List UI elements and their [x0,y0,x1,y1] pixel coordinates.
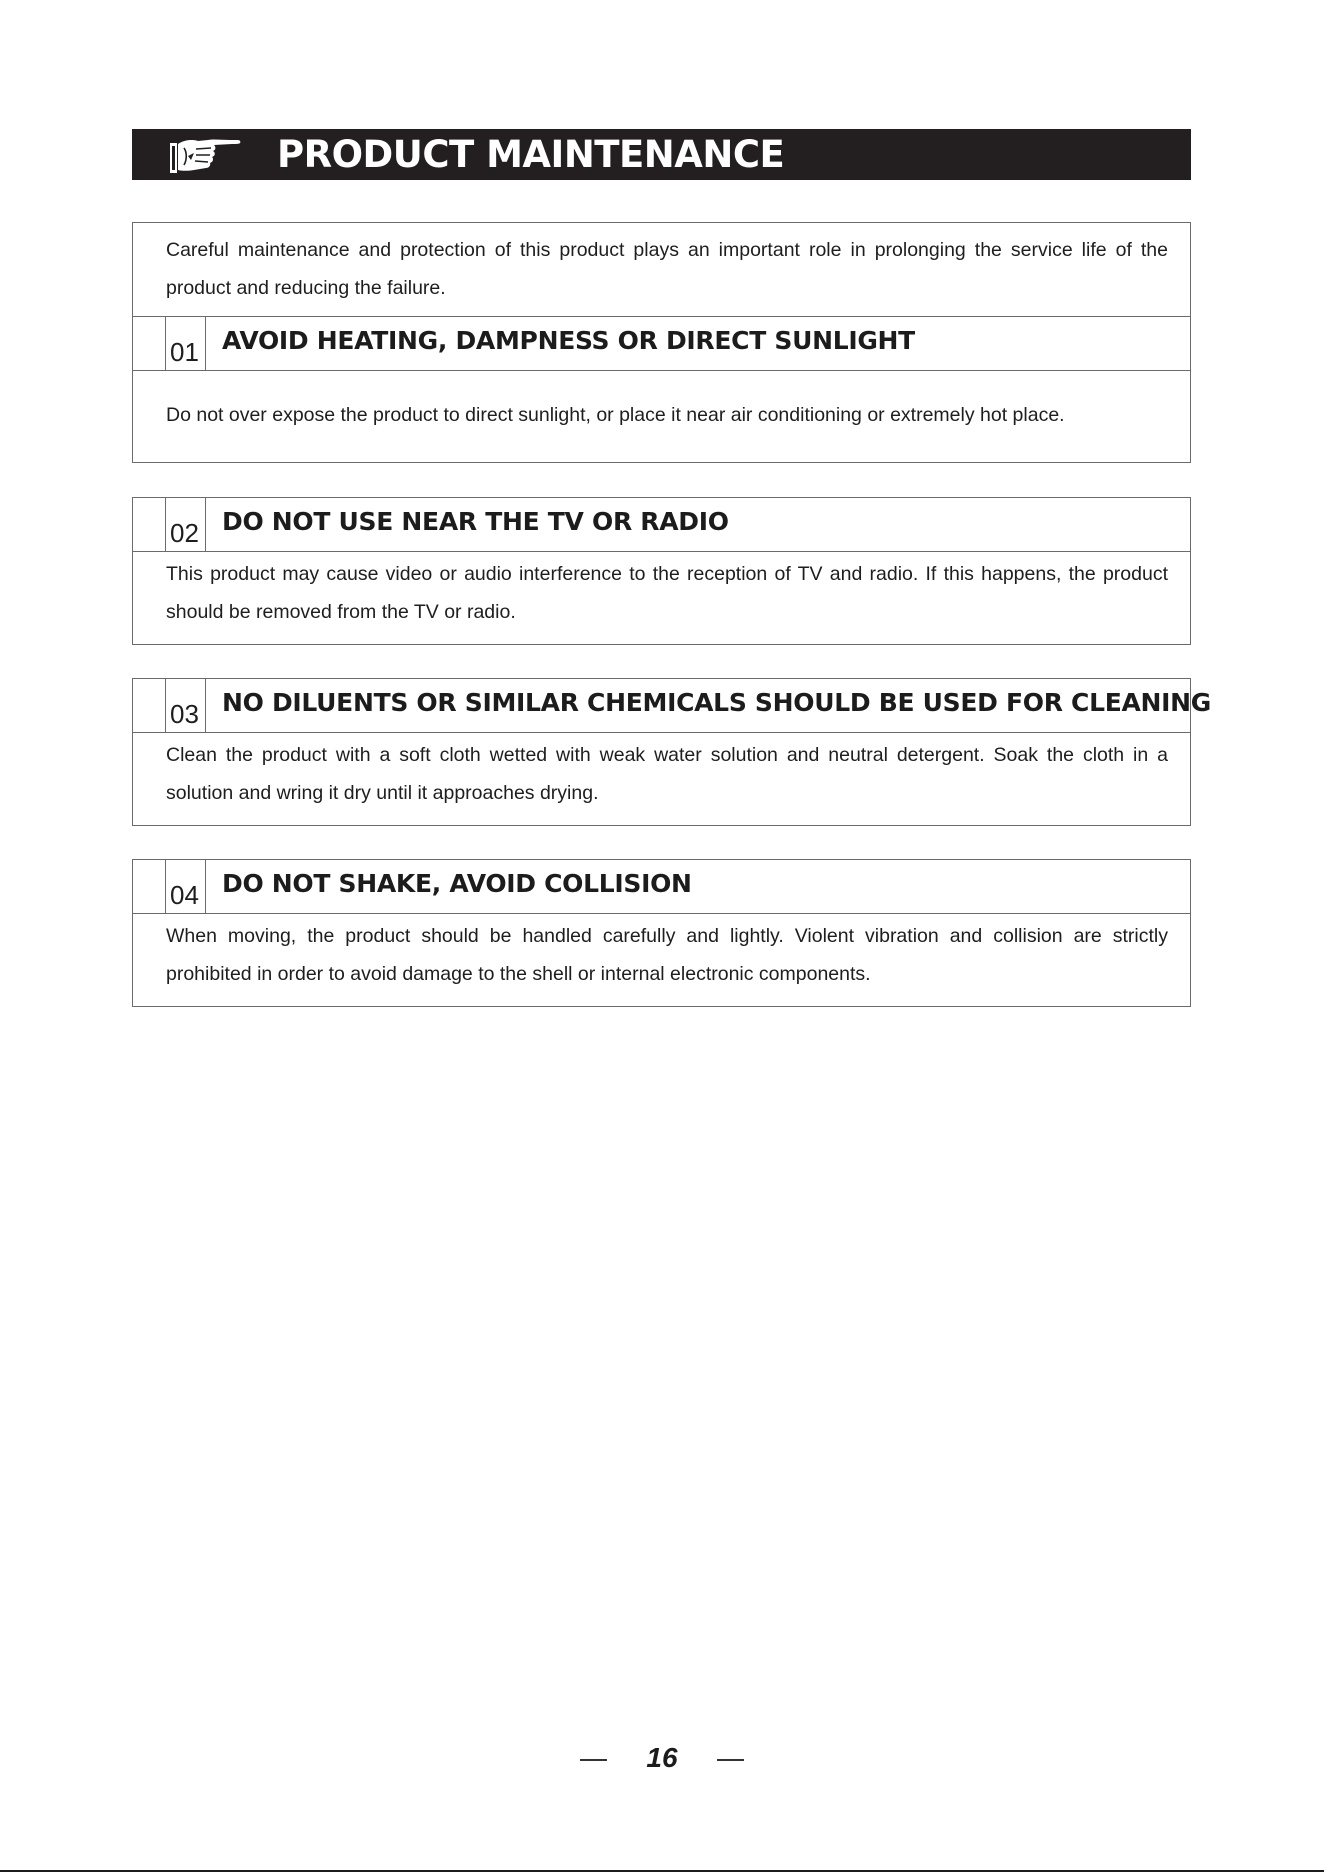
section-header-bar [132,129,1191,180]
section-number: 03 [170,699,199,729]
intro-row [133,223,1190,316]
section-heading: NO DILUENTS OR SIMILAR CHEMICALS SHOULD BE USED FOR CLEANING [222,688,1212,717]
section-body-text: When moving, the product should be handled carefully and lightly. Violent vibration and collision are strictly prohibited in order to avoid damage to the shell or internal electronic components. [166,925,1168,985]
section-number: 01 [170,337,199,367]
section-number-cell [165,679,206,732]
section-number-cell [165,860,206,913]
section-number: 02 [170,518,199,548]
intro-text: Careful maintenance and protection of this product plays an important role in prolonging the service life of the product and reducing the failure. [166,239,1168,299]
section-04-box [132,859,1191,1007]
section-02-box [132,497,1191,645]
section-body-text: This product may cause video or audio interference to the reception of TV and radio. If this happens, the product should be removed from the TV or radio. [166,563,1168,623]
section-body-row [133,370,1190,462]
section-number: 04 [170,880,199,910]
section-body-text: Clean the product with a soft cloth wetted with weak water solution and neutral detergent. Soak the cloth in a solution and wring it dry until it approaches drying. [166,744,1168,804]
section-03-box [132,678,1212,826]
section-heading-row [133,679,1212,732]
section-heading-row [133,498,1190,551]
page-number-right-dash [717,1759,744,1761]
page-number-left-dash [580,1759,607,1761]
section-body-row [133,913,1190,1006]
intro-and-section-01-box [132,222,1191,463]
section-body-row [133,551,1190,644]
section-heading: DO NOT SHAKE, AVOID COLLISION [222,869,692,898]
pointing-hand-icon [164,134,242,176]
page-title: PRODUCT MAINTENANCE [277,133,785,176]
section-heading-row [133,860,1190,913]
section-heading: AVOID HEATING, DAMPNESS OR DIRECT SUNLIGHT [222,326,915,355]
section-heading: DO NOT USE NEAR THE TV OR RADIO [222,507,729,536]
section-heading-row [133,316,1190,370]
section-number-cell [165,498,206,551]
section-body-row [133,732,1190,825]
section-body-text: Do not over expose the product to direct sunlight, or place it near air conditioning or extremely hot place. [166,404,1065,426]
page-number: 16 [646,1742,678,1773]
section-number-cell [165,317,206,370]
